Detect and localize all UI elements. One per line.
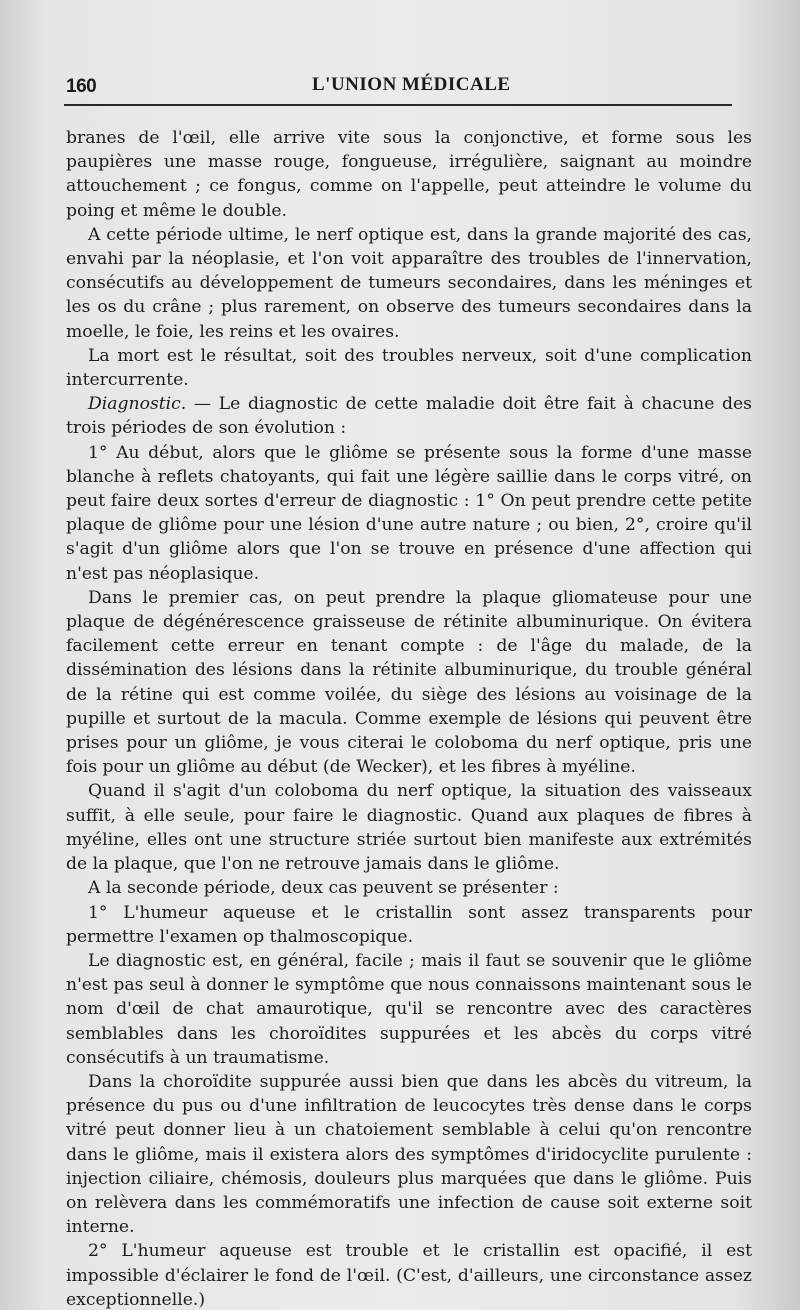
paragraph: La mort est le résultat, soit des troubles nerveux, soit d'une complication intercurrente. <box>66 345 752 391</box>
paragraph: Le diagnostic est, en général, facile ; mais il faut se souvenir que le gliôme n'est pas seul à donner le symptôme que nous connaissons maintenant sous le nom d'œil de chat amaurotique, qu'il se rencontre avec des caractères semblables dans les choroïdites suppurées et les abcès du corps vitré consécutifs à un traumatisme. <box>66 950 752 1068</box>
paragraph: Quand il s'agit d'un coloboma du nerf optique, la situation des vaisseaux suffit, à elle seule, pour faire le diagnostic. Quand aux plaques de fibres à myéline, elles ont une structure striée surtout bien manifeste aux extrémités de la plaque, que l'on ne retrouve jamais dans le gliôme. <box>66 781 752 875</box>
paragraph: A cette période ultime, le nerf optique est, dans la grande majorité des cas, envahi par la néoplasie, et l'on voit apparaître des troubles de l'innervation, consécutifs au développement de tumeurs secondaires, dans les méninges et les os du crâne ; plus rarement, on observe des tumeurs secondaires dans la moelle, le foie, les reins et les ovaires. <box>66 224 752 342</box>
page-body <box>66 126 752 1310</box>
paragraph: 2° L'humeur aqueuse est trouble et le cristallin est opacifié, il est impossible d'éclairer le fond de l'œil. (C'est, d'ailleurs, une circonstance assez exceptionnelle.) <box>66 1241 752 1310</box>
header-rule <box>64 104 732 106</box>
paragraph: branes de l'œil, elle arrive vite sous la conjonctive, et forme sous les paupières une masse rouge, fongueuse, irrégulière, saignant au moindre attouchement ; ce fongus, comme on l'appelle, peut atteindre le volume du poing et même le double. <box>66 128 752 221</box>
paragraph: 1° Au début, alors que le gliôme se présente sous la forme d'une masse blanche à reflets chatoyants, qui fait une légère saillie dans le corps vitré, on peut faire deux sortes d'erreur de diagnostic : 1° On peut prendre cette petite plaque de gliôme pour une lésion d'une autre nature ; ou bien, 2°, croire qu'il s'agit d'un gliôme alors que l'on se trouve en présence d'une affection qui n'est pas néoplasique. <box>66 442 752 584</box>
paragraph: Dans le premier cas, on peut prendre la plaque gliomateuse pour une plaque de dégénérescence graisseuse de rétinite albuminurique. On évitera facilement cette erreur en tenant compte : de l'âge du malade, de la dissémination des lésions dans la rétinite albuminurique, du trouble général de la rétine qui est comme voilée, du siège des lésions au voisinage de la pupille et surtout de la macula. Comme exemple de lésions qui peuvent être prises pour un gliôme, je vous citerai le coloboma du nerf optique, pris une fois pour un gliôme au début (de Wecker), et les fibres à myéline. <box>66 587 752 778</box>
page-number: 160 <box>66 76 97 97</box>
page-header <box>64 72 740 102</box>
paragraph: A la seconde période, deux cas peuvent se présenter : <box>88 878 559 899</box>
section-label: Diagnostic. <box>88 394 187 415</box>
paragraph: Dans la choroïdite suppurée aussi bien que dans les abcès du vitreum, la présence du pus ou d'une infiltration de leucocytes très dense dans le corps vitré peut donner lieu à un chatoiement semblable à celui qu'on rencontre dans le gliôme, mais il existera alors des symptômes d'iridocyclite purulente : injection ciliaire, chémosis, douleurs plus marquées que dans le gliôme. Puis on relèvera dans les commémoratifs une infection de cause soit externe soit interne. <box>66 1071 752 1238</box>
paragraph: Diagnostic. — Le diagnostic de cette maladie doit être fait à chacune des trois périodes de son évolution : <box>66 394 752 439</box>
paragraph: 1° L'humeur aqueuse et le cristallin sont assez transparents pour permettre l'examen op thalmoscopique. <box>66 902 752 947</box>
running-title: L'UNION MÉDICALE <box>312 74 511 95</box>
